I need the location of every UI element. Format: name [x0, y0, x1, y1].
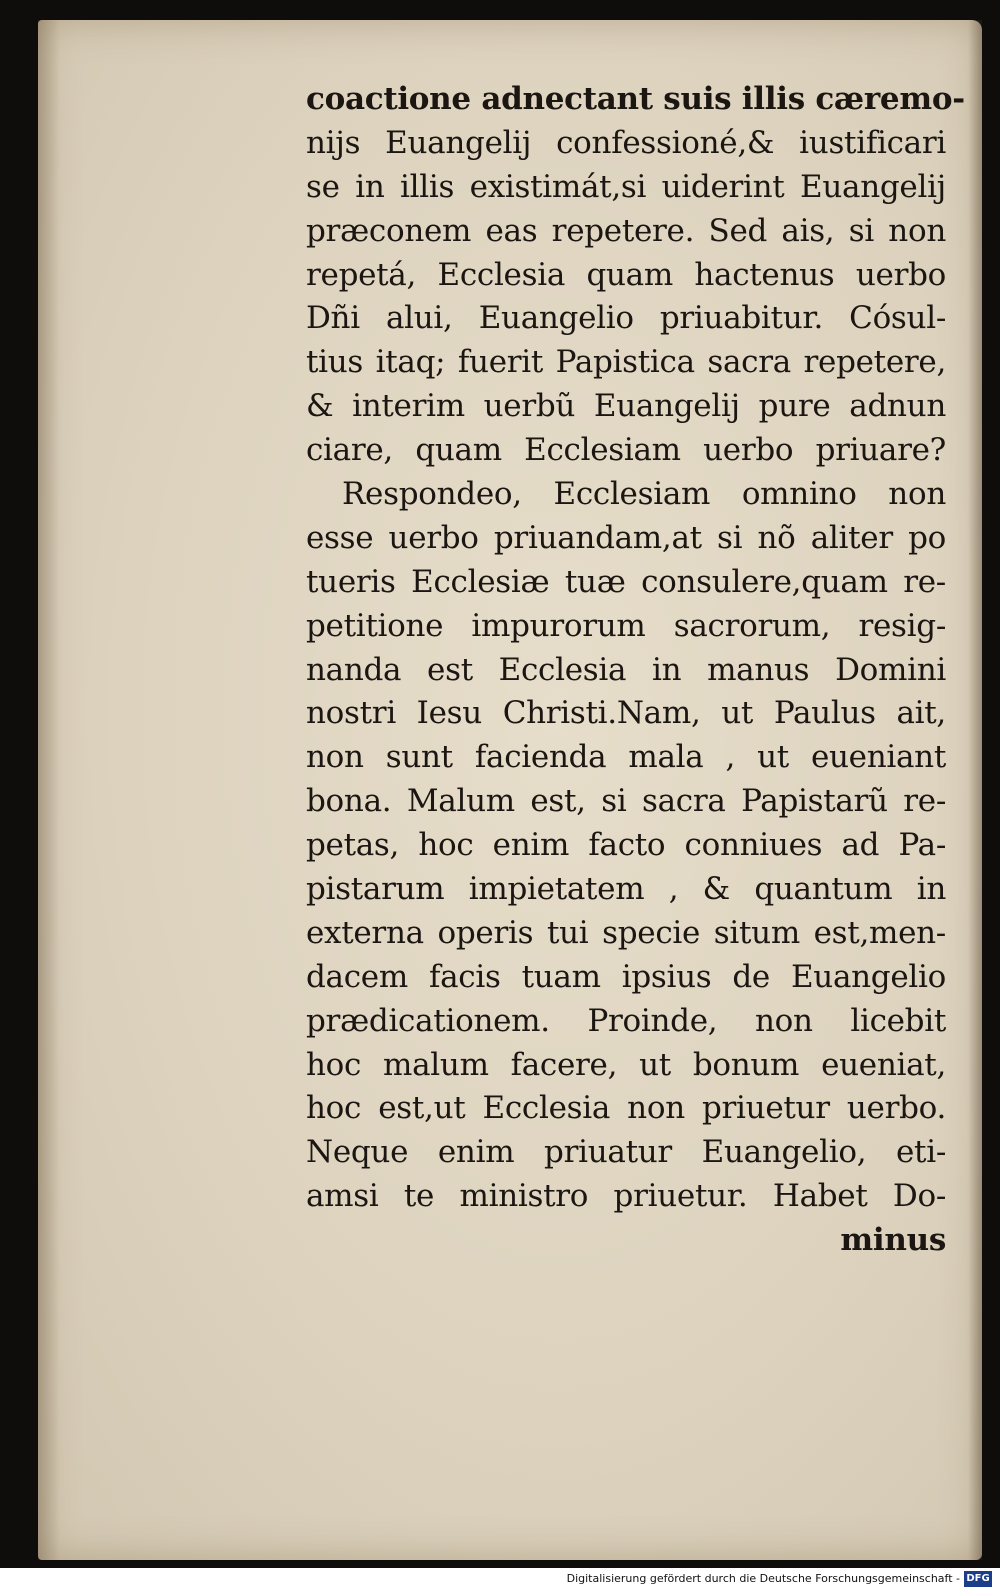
text-line-6: Dñi alui, Euangelio priuabitur. Cósul- — [306, 300, 946, 337]
text-line-26: amsi te ministro priuetur. Habet Do- — [306, 1178, 946, 1215]
text-line-11: esse uerbo priuandam,at si nõ aliter po — [306, 519, 946, 556]
text-line-10: Respondeo, Ecclesiam omnino non — [342, 476, 946, 513]
text-line-17: bona. Malum est, si sacra Papistarũ re- — [306, 783, 946, 820]
text-line-25: Neque enim priuatur Euangelio, eti- — [306, 1134, 946, 1171]
text-line-14: nanda est Ecclesia in manus Domini — [306, 651, 946, 688]
footer-bar — [0, 1568, 1000, 1592]
text-line-18: petas, hoc enim facto conniues ad Pa- — [306, 827, 946, 864]
text-line-9: ciare, quam Ecclesiam uerbo priuare? — [306, 432, 946, 469]
text-line-8: & interim uerbũ Euangelij pure adnun — [306, 388, 946, 425]
text-line-22: prædicationem. Proinde, non licebit — [306, 1002, 946, 1039]
book-page — [38, 20, 982, 1560]
text-line-7: tius itaq; fuerit Papistica sacra repetere, — [306, 344, 946, 381]
text-line-4: præconem eas repetere. Sed ais, si non — [306, 212, 946, 249]
text-line-19: pistarum impietatem , & quantum in — [306, 871, 946, 908]
text-line-5: repetá, Ecclesia quam hactenus uerbo — [306, 256, 946, 293]
dfg-logo: DFG — [964, 1571, 992, 1587]
text-line-23: hoc malum facere, ut bonum eueniat, — [306, 1046, 946, 1083]
text-line-21: dacem facis tuam ipsius de Euangelio — [306, 958, 946, 995]
text-block — [306, 78, 965, 1263]
text-line-20: externa operis tui specie situm est,men- — [306, 914, 946, 951]
text-line-24: hoc est,ut Ecclesia non priuetur uerbo. — [306, 1090, 946, 1127]
text-line-3: se in illis existimát,si uiderint Euangelij — [306, 168, 946, 205]
footer-credit: Digitalisierung gefördert durch die Deutsche Forschungsgemeinschaft - — [566, 1572, 960, 1585]
text-line-16: non sunt facienda mala , ut eueniant — [306, 739, 946, 776]
text-line-15: nostri Iesu Christi.Nam, ut Paulus ait, — [306, 695, 946, 732]
text-line-2: nijs Euangelij confessioné,& iustificari — [306, 124, 946, 161]
text-line-13: petitione impurorum sacrorum, resig- — [306, 607, 946, 644]
text-line-12: tueris Ecclesiæ tuæ consulere,quam re- — [306, 563, 946, 600]
text-line-1: coactione adnectant suis illis cæremo- — [306, 81, 965, 117]
catchword: minus — [840, 1222, 946, 1259]
